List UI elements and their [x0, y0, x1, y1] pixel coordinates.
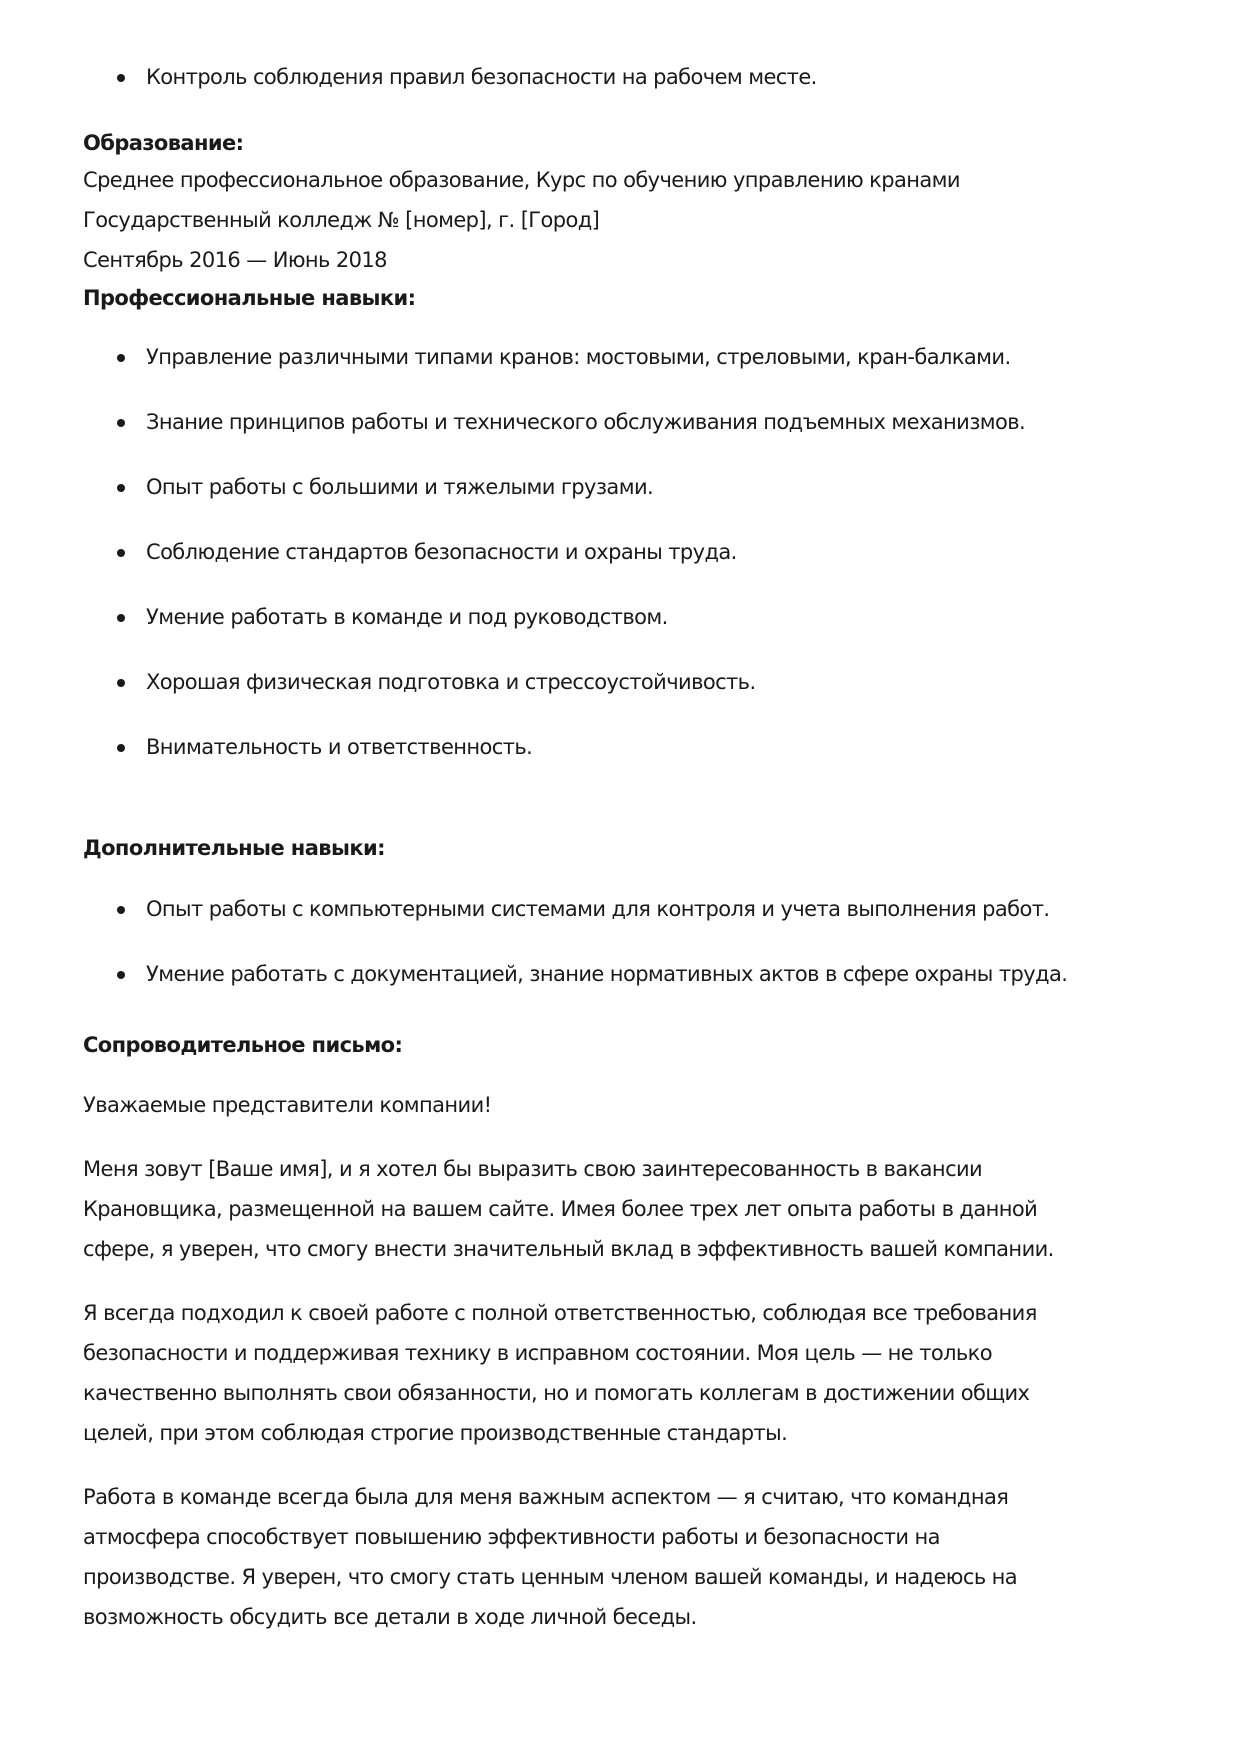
cover-letter-heading: Сопроводительное письмо:	[83, 1033, 403, 1057]
bullet-icon	[117, 614, 125, 622]
bullet-icon	[117, 679, 125, 687]
list-item: Опыт работы с компьютерными системами для контроля и учета выполнения работ.	[0, 894, 1179, 959]
list-item: Контроль соблюдения правил безопасности на рабочем месте.	[0, 62, 1179, 127]
bullet-icon	[117, 744, 125, 752]
additional-skills-list	[0, 894, 1179, 1024]
bullet-icon	[117, 971, 125, 979]
education-line: Государственный колледж № [номер], г. [Город]	[83, 208, 600, 232]
list-item: Хорошая физическая подготовка и стрессоустойчивость.	[0, 667, 1179, 732]
bullet-icon	[117, 419, 125, 427]
additional-skills-section	[83, 833, 1179, 863]
list-item: Управление различными типами кранов: мостовыми, стреловыми, кран-балками.	[0, 342, 1179, 407]
list-item: Внимательность и ответственность.	[0, 732, 1179, 797]
list-item: Умение работать с документацией, знание нормативных актов в сфере охраны труда.	[0, 959, 1179, 1024]
list-item: Соблюдение стандартов безопасности и охраны труда.	[0, 537, 1179, 602]
education-line: Сентябрь 2016 — Июнь 2018	[83, 248, 387, 272]
cover-letter-greeting: Уважаемые представители компании!	[83, 1093, 492, 1117]
bullet-icon	[117, 74, 125, 82]
additional-skills-heading: Дополнительные навыки:	[83, 836, 385, 860]
top-bullet-list	[83, 62, 1179, 127]
professional-skills-heading: Профессиональные навыки:	[83, 286, 416, 310]
professional-skills-list	[0, 342, 1179, 797]
bullet-icon	[117, 484, 125, 492]
cover-letter-paragraph: Работа в команде всегда была для меня важным аспектом — я считаю, что командная атмосфера способствует повышению эффективности работы и безопасности на производстве. Я уверен, что смогу стать ценным членом вашей команды, и надеюсь на возможность обсудить все детали в ходе личной беседы.	[83, 1485, 1018, 1629]
cover-letter-paragraph: Я всегда подходил к своей работе с полной ответственностью, соблюдая все требования безопасности и поддерживая технику в исправном состоянии. Моя цель — не только качественно выполнять свои обязанности, но и помогать коллегам в достижении общих целей, при этом соблюдая строгие производственные стандарты.	[83, 1301, 1037, 1445]
list-item: Умение работать в команде и под руководством.	[0, 602, 1179, 667]
list-item: Знание принципов работы и технического обслуживания подъемных механизмов.	[0, 407, 1179, 472]
bullet-icon	[117, 549, 125, 557]
bullet-icon	[117, 354, 125, 362]
education-section	[83, 128, 1179, 280]
education-line: Среднее профессиональное образование, Курс по обучению управлению кранами	[83, 168, 960, 192]
bullet-icon	[117, 906, 125, 914]
list-item: Опыт работы с большими и тяжелыми грузами.	[0, 472, 1179, 537]
education-heading: Образование:	[83, 131, 244, 155]
cover-letter-section	[83, 1030, 1179, 1637]
cover-letter-paragraph: Меня зовут [Ваше имя], и я хотел бы выразить свою заинтересованность в вакансии Крановщика, размещенной на вашем сайте. Имея более трех лет опыта работы в данной сфере, я уверен, что смогу внести значительный вклад в эффективность вашей компании.	[83, 1157, 1054, 1261]
professional-skills-section	[83, 283, 1179, 313]
